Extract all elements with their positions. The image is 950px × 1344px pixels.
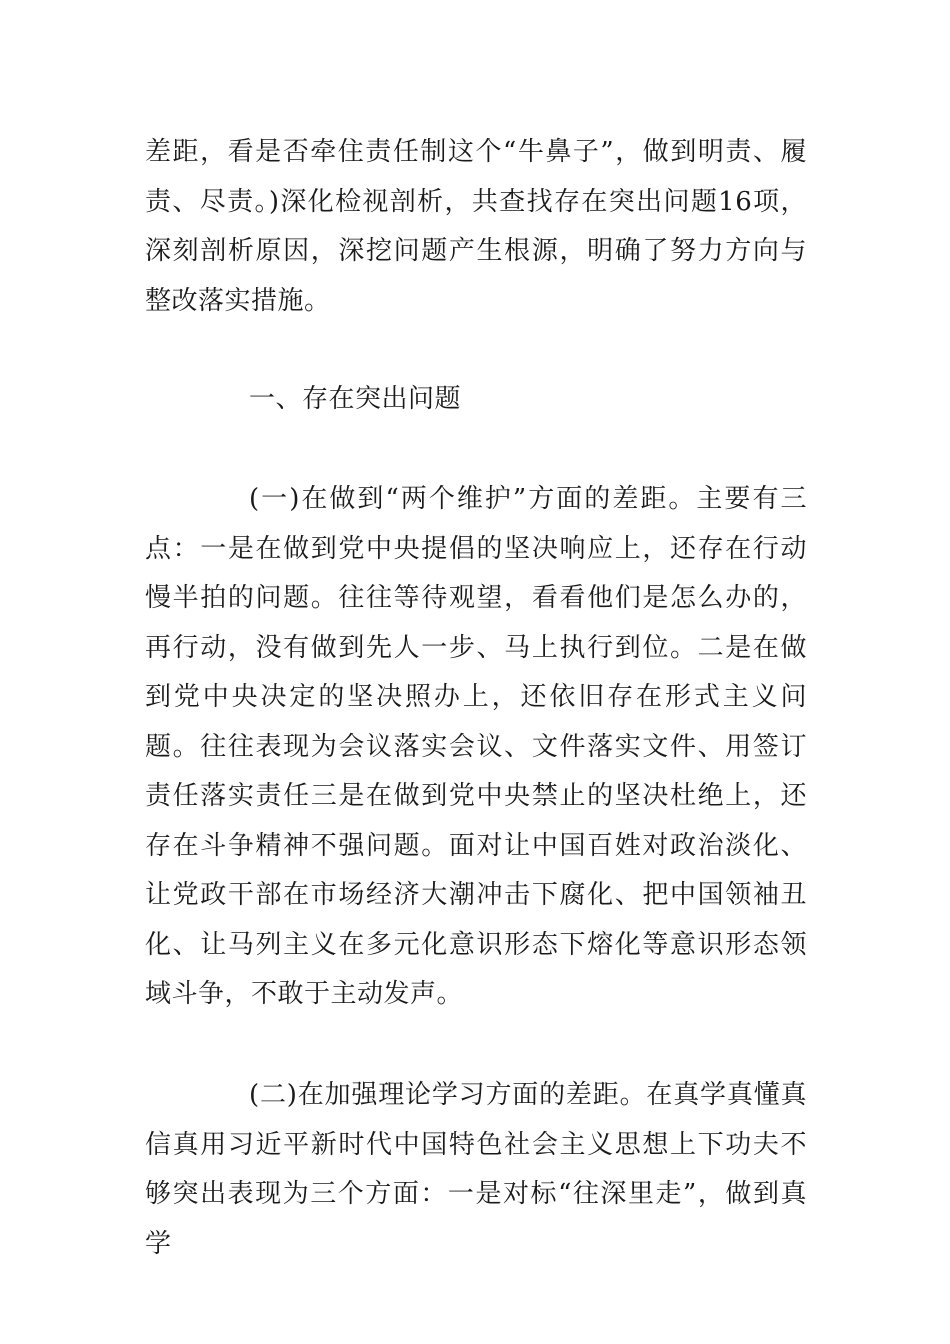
section-heading: 一、存在突出问题 [249,384,462,414]
intro-paragraph: 差距，看是否牵住责任制这个“牛鼻子”，做到明责、履责、尽责。)深化检视剖析，共查找存在突出问题16项，深刻剖析原因，深挖问题产生根源，明确了努力方向与整改落实措施。 [145,137,807,316]
paragraph-one: (一)在做到“两个维护”方面的差距。主要有三点：一是在做到党中央提倡的坚决响应上，还存在行动慢半拍的问题。往往等待观望，看看他们是怎么办的，再行动，没有做到先人一步、马上执行到位。二是在做到党中央决定的坚决照办上，还依旧存在形式主义问题。往往表现为会议落实会议、文件落实文件、用签订责任落实责任三是在做到党中央禁止的坚决杜绝上，还存在斗争精神不强问题。面对让中国百姓对政治淡化、让党政干部在市场经济大潮冲击下腐化、把中国领袖丑化、让马列主义在多元化意识形态下熔化等意识形态领域斗争，不敢于主动发声。 [145,484,807,1009]
paragraph-two: (二)在加强理论学习方面的差距。在真学真懂真信真用习近平新时代中国特色社会主义思想上下功夫不够突出表现为三个方面：一是对标“往深里走”，做到真学 [145,1080,807,1259]
